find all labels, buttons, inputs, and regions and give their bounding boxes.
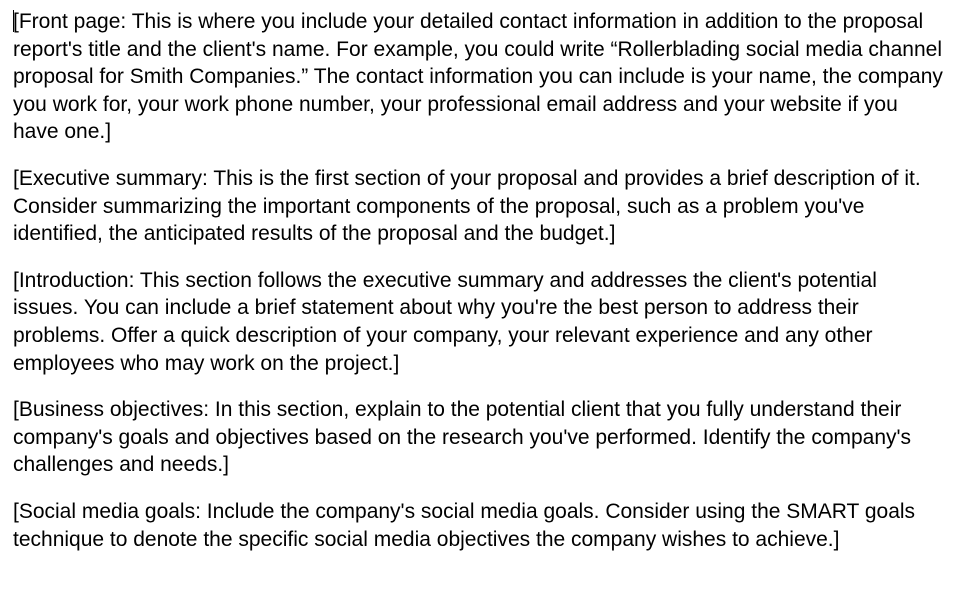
paragraph-business-objectives-text: [Business objectives: In this section, explain to the potential client that you fully understand their company's goals and objectives based on the research you've performed. Identify the company's challenges and needs.] <box>13 398 912 477</box>
paragraph-executive-summary-text: [Executive summary: This is the first section of your proposal and provides a brief description of it. Consider summarizing the important components of the proposal, such as a problem you've identified, the anticipated results of the proposal and the budget.] <box>13 166 921 246</box>
paragraph-front-page-text: [Front page: This is where you include your detailed contact information in addition to the proposal report's title and the client's name. For example, you could write “Rollerblading social media channel proposal for Smith Companies.” The contact information you can include is your name, the company you work for, your work phone number, your professional email address and your website if you have one.] <box>13 10 943 144</box>
paragraph-front-page[interactable] <box>13 8 945 146</box>
paragraph-executive-summary[interactable] <box>13 165 945 248</box>
paragraph-introduction[interactable] <box>13 267 945 377</box>
paragraph-introduction-text: [Introduction: This section follows the executive summary and addresses the client's potential issues. You can include a brief statement about why you're the best person to address their problems. Offer a quick description of your company, your relevant experience and any other employees who may work on the project.] <box>13 268 877 375</box>
paragraph-social-media-goals-text: [Social media goals: Include the company's social media goals. Consider using the SMART goals technique to denote the specific social media objectives the company wishes to achieve.] <box>13 499 916 551</box>
document-body[interactable] <box>13 8 945 553</box>
paragraph-business-objectives[interactable] <box>13 396 945 479</box>
paragraph-social-media-goals[interactable] <box>13 498 945 553</box>
